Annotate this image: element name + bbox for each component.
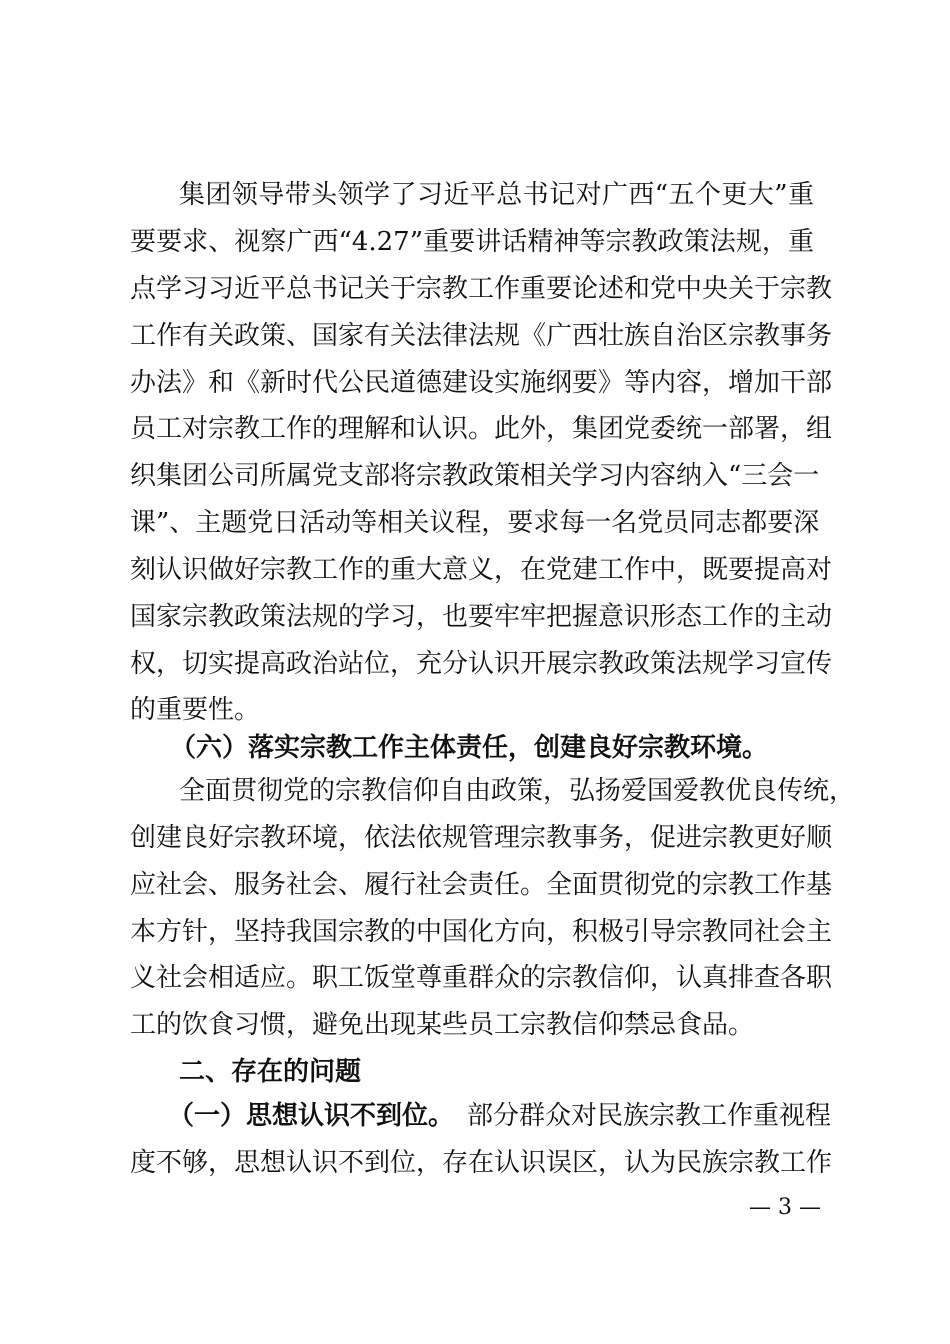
paragraph-text: 办法》和《新时代公民道德建设实施纲要》等内容，增加干部 — [130, 368, 833, 398]
paragraph-line — [0, 265, 950, 313]
paragraph-text: 度不够，思想认识不到位，存在认识误区，认为民族宗教工作 — [130, 1148, 833, 1178]
paragraph-text: 国家宗教政策法规的学习，也要牢牢把握意识形态工作的主动 — [130, 602, 833, 632]
paragraph-text: 创建良好宗教环境，依法依规管理宗教事务，促进宗教更好顺 — [130, 823, 833, 853]
paragraph-line — [0, 767, 950, 815]
paragraph-line — [0, 593, 950, 641]
paragraph-line — [0, 908, 950, 956]
paragraph-text: 工的饮食习惯，避免出现某些员工宗教信仰禁忌食品。 — [130, 1010, 755, 1040]
paragraph-text: 应社会、服务社会、履行社会责任。全面贯彻党的宗教工作基 — [130, 870, 833, 900]
paragraph-text: 的重要性。 — [130, 695, 261, 725]
paragraph-line — [0, 218, 950, 266]
paragraph-text: 点学习习近平总书记关于宗教工作重要论述和党中央关于宗教 — [130, 274, 833, 304]
paragraph-line — [0, 861, 950, 909]
paragraph-line — [0, 1001, 950, 1049]
paragraph-line — [0, 640, 950, 688]
heading-text: （六）落实宗教工作主体责任，创建良好宗教环境。 — [170, 733, 769, 763]
paragraph-text: 课”、主题党日活动等相关议程，要求每一名党员同志都要深 — [130, 508, 820, 538]
paragraph-text: 权，切实提高政治站位，充分认识开展宗教政策法规学习宣传 — [130, 649, 833, 679]
paragraph-line — [0, 499, 950, 547]
paragraph-line — [0, 1139, 950, 1187]
paragraph-line — [0, 312, 950, 360]
paragraph-line — [0, 452, 950, 500]
paragraph-text: 集团领导带头领学了习近平总书记对广西“五个更大”重 — [179, 180, 814, 210]
paragraph-text: 刻认识做好宗教工作的重大意义，在党建工作中，既要提高对 — [130, 555, 833, 585]
subsection-heading: （一）思想认识不到位。 — [168, 1101, 455, 1131]
paragraph-line — [0, 1092, 950, 1140]
paragraph-text: 全面贯彻党的宗教信仰自由政策，弘扬爱国爱教优良传统， — [179, 776, 856, 806]
paragraph-line — [0, 546, 950, 594]
paragraph-line — [0, 954, 950, 1002]
heading-text: 二、存在的问题 — [179, 1057, 362, 1087]
subsection-text: 部分群众对民族宗教工作重视程 — [467, 1101, 832, 1131]
paragraph-text: 员工对宗教工作的理解和认识。此外，集团党委统一部署，组 — [130, 414, 833, 444]
paragraph-text: 工作有关政策、国家有关法律法规《广西壮族自治区宗教事务 — [130, 321, 833, 351]
paragraph-text: 义社会相适应。职工饭堂尊重群众的宗教信仰，认真排查各职 — [130, 963, 833, 993]
paragraph-line — [0, 359, 950, 407]
paragraph-line — [0, 171, 950, 219]
section-heading-six — [0, 724, 950, 772]
paragraph-line — [0, 814, 950, 862]
paragraph-text: 织集团公司所属党支部将宗教政策相关学习内容纳入“三会一 — [130, 461, 820, 491]
paragraph-line — [0, 405, 950, 453]
section-heading-problems — [0, 1048, 950, 1096]
paragraph-text: 要要求、视察广西“4.27”重要讲话精神等宗教政策法规，重 — [130, 227, 814, 257]
paragraph-text: 本方针，坚持我国宗教的中国化方向，积极引导宗教同社会主 — [130, 917, 833, 947]
page-number: — 3 — — [749, 1195, 821, 1220]
